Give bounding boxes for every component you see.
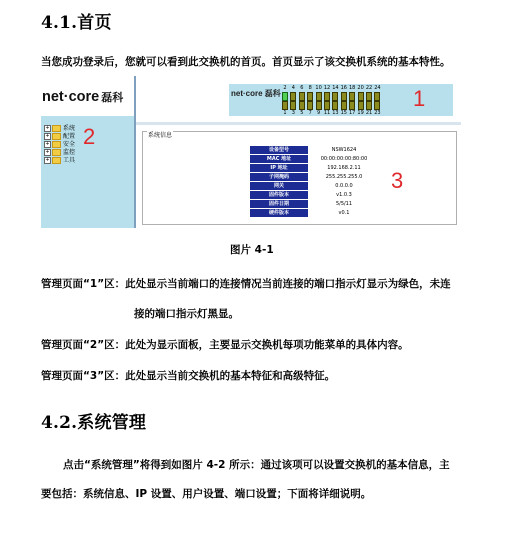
port-number-top: 8 <box>308 85 312 91</box>
port-led <box>316 101 322 110</box>
nav-item-label: 工具 <box>63 157 76 164</box>
expand-icon[interactable]: + <box>45 149 50 155</box>
nav-item-label: 系统 <box>63 125 76 132</box>
info-value: v1.0.3 <box>308 191 380 200</box>
port-led <box>349 101 355 110</box>
info-value: NSW1624 <box>308 146 380 155</box>
port-led <box>366 101 372 110</box>
port-number-top: 24 <box>374 85 381 91</box>
system-info-title: 系统信息 <box>148 132 173 139</box>
port-number-bottom: 13 <box>332 110 339 116</box>
expand-icon[interactable]: + <box>45 157 50 163</box>
panel-logo: net·core 磊科 <box>231 89 281 98</box>
port-led <box>366 92 372 101</box>
nav-item-label: 监控 <box>63 149 76 156</box>
port-led <box>324 101 330 110</box>
marker-2: 2 <box>83 124 96 149</box>
port-number-top: 6 <box>300 85 304 91</box>
info-row <box>250 200 380 209</box>
port-led <box>324 92 330 101</box>
port-led <box>332 92 338 101</box>
port-led <box>341 101 347 110</box>
header-divider <box>136 122 461 125</box>
port-number-bottom: 1 <box>283 110 287 116</box>
section-heading-4-2: 4.2.系统管理 <box>41 413 147 433</box>
section-heading-4-1: 4.1.首页 <box>41 13 112 33</box>
info-row <box>250 164 380 173</box>
port-led <box>282 92 288 101</box>
port-number-bottom: 9 <box>317 110 321 116</box>
system-info-table <box>250 146 380 218</box>
port-number-top: 4 <box>291 85 295 91</box>
info-key: 网关 <box>250 182 308 191</box>
port-number-bottom: 11 <box>323 110 331 116</box>
port-number-top: 16 <box>340 85 347 91</box>
para2-line1: 点击“系统管理”将得到如图片 4-2 所示：通过该项可以设置交换机的基本信息，主 <box>63 459 450 471</box>
port-number-top: 12 <box>323 85 331 91</box>
info-row <box>250 209 380 218</box>
port-led <box>358 92 364 101</box>
expand-icon[interactable]: + <box>45 125 50 131</box>
port-number-bottom: 7 <box>308 110 312 116</box>
port-led <box>290 92 296 101</box>
port-number-top: 18 <box>349 85 356 91</box>
nav-item-label: 配置 <box>63 133 76 140</box>
info-row <box>250 155 380 164</box>
expand-icon[interactable]: + <box>45 133 50 139</box>
info-value: 5/5/11 <box>308 200 380 209</box>
zone3-line: 管理页面“3”区：此处显示当前交换机的基本特征和高级特征。 <box>41 370 336 382</box>
info-key: 固件版本 <box>250 191 308 200</box>
port-number-bottom: 23 <box>374 110 381 116</box>
port-number-bottom: 5 <box>300 110 304 116</box>
port-led <box>307 92 313 101</box>
port-number-top: 10 <box>315 85 322 91</box>
port-led <box>299 101 305 110</box>
info-value: 192.168.2.11 <box>308 164 380 173</box>
port-led <box>358 101 364 110</box>
homepage-screenshot <box>41 76 461 228</box>
port-led <box>299 92 305 101</box>
nav-item-label: 安全 <box>63 141 76 148</box>
port-led <box>290 101 296 110</box>
port-led <box>341 92 347 101</box>
info-key: 子网掩码 <box>250 173 308 182</box>
zone2-line: 管理页面“2”区：此处为显示面板，主要显示交换机每项功能菜单的具体内容。 <box>41 339 409 351</box>
info-key: 硬件版本 <box>250 209 308 218</box>
folder-icon <box>52 157 61 164</box>
info-value: v0.1 <box>308 209 380 218</box>
info-key: IP 地址 <box>250 164 308 173</box>
info-row <box>250 182 380 191</box>
port-number-top: 22 <box>365 85 373 91</box>
info-value: 255.255.255.0 <box>308 173 380 182</box>
port-number-bottom: 3 <box>291 110 295 116</box>
port-led <box>282 101 288 110</box>
port-led <box>374 92 380 101</box>
port-led <box>374 101 380 110</box>
info-row <box>250 146 380 155</box>
para2-line2: 要包括：系统信息、IP 设置、用户设置、端口设置；下面将详细说明。 <box>41 488 372 500</box>
figure-caption: 图片 4-1 <box>230 244 274 256</box>
info-row <box>250 173 380 182</box>
port-number-bottom: 17 <box>349 110 356 116</box>
nav-item[interactable] <box>44 155 75 164</box>
intro-paragraph: 当您成功登录后，您就可以看到此交换机的首页。首页显示了该交换机系统的基本特性。 <box>41 56 451 68</box>
port-number-top: 2 <box>283 85 287 91</box>
brand-area <box>41 76 134 116</box>
zone1-line1: 管理页面“1”区：此处显示当前端口的连接情况当前连接的端口指示灯显示为绿色，未连 <box>41 278 451 290</box>
port-number-bottom: 21 <box>365 110 373 116</box>
info-key: 固件日期 <box>250 200 308 209</box>
info-key: MAC 地址 <box>250 155 308 164</box>
info-row <box>250 191 380 200</box>
port-led <box>316 92 322 101</box>
marker-1: 1 <box>413 86 426 111</box>
info-key: 设备型号 <box>250 146 308 155</box>
port-number-top: 20 <box>357 85 364 91</box>
port-led <box>307 101 313 110</box>
port-led <box>332 101 338 110</box>
netcore-logo: net·core 磊科 <box>42 89 124 105</box>
zone1-line2: 接的端口指示灯黑显。 <box>134 308 239 320</box>
expand-icon[interactable]: + <box>45 141 50 147</box>
info-value: 0.0.0.0 <box>308 182 380 191</box>
marker-3: 3 <box>391 168 404 193</box>
port-number-bottom: 15 <box>340 110 347 116</box>
port-number-bottom: 19 <box>357 110 364 116</box>
port-led <box>349 92 355 101</box>
info-value: 00:00:00:00:80:00 <box>308 155 380 164</box>
port-number-top: 14 <box>332 85 339 91</box>
